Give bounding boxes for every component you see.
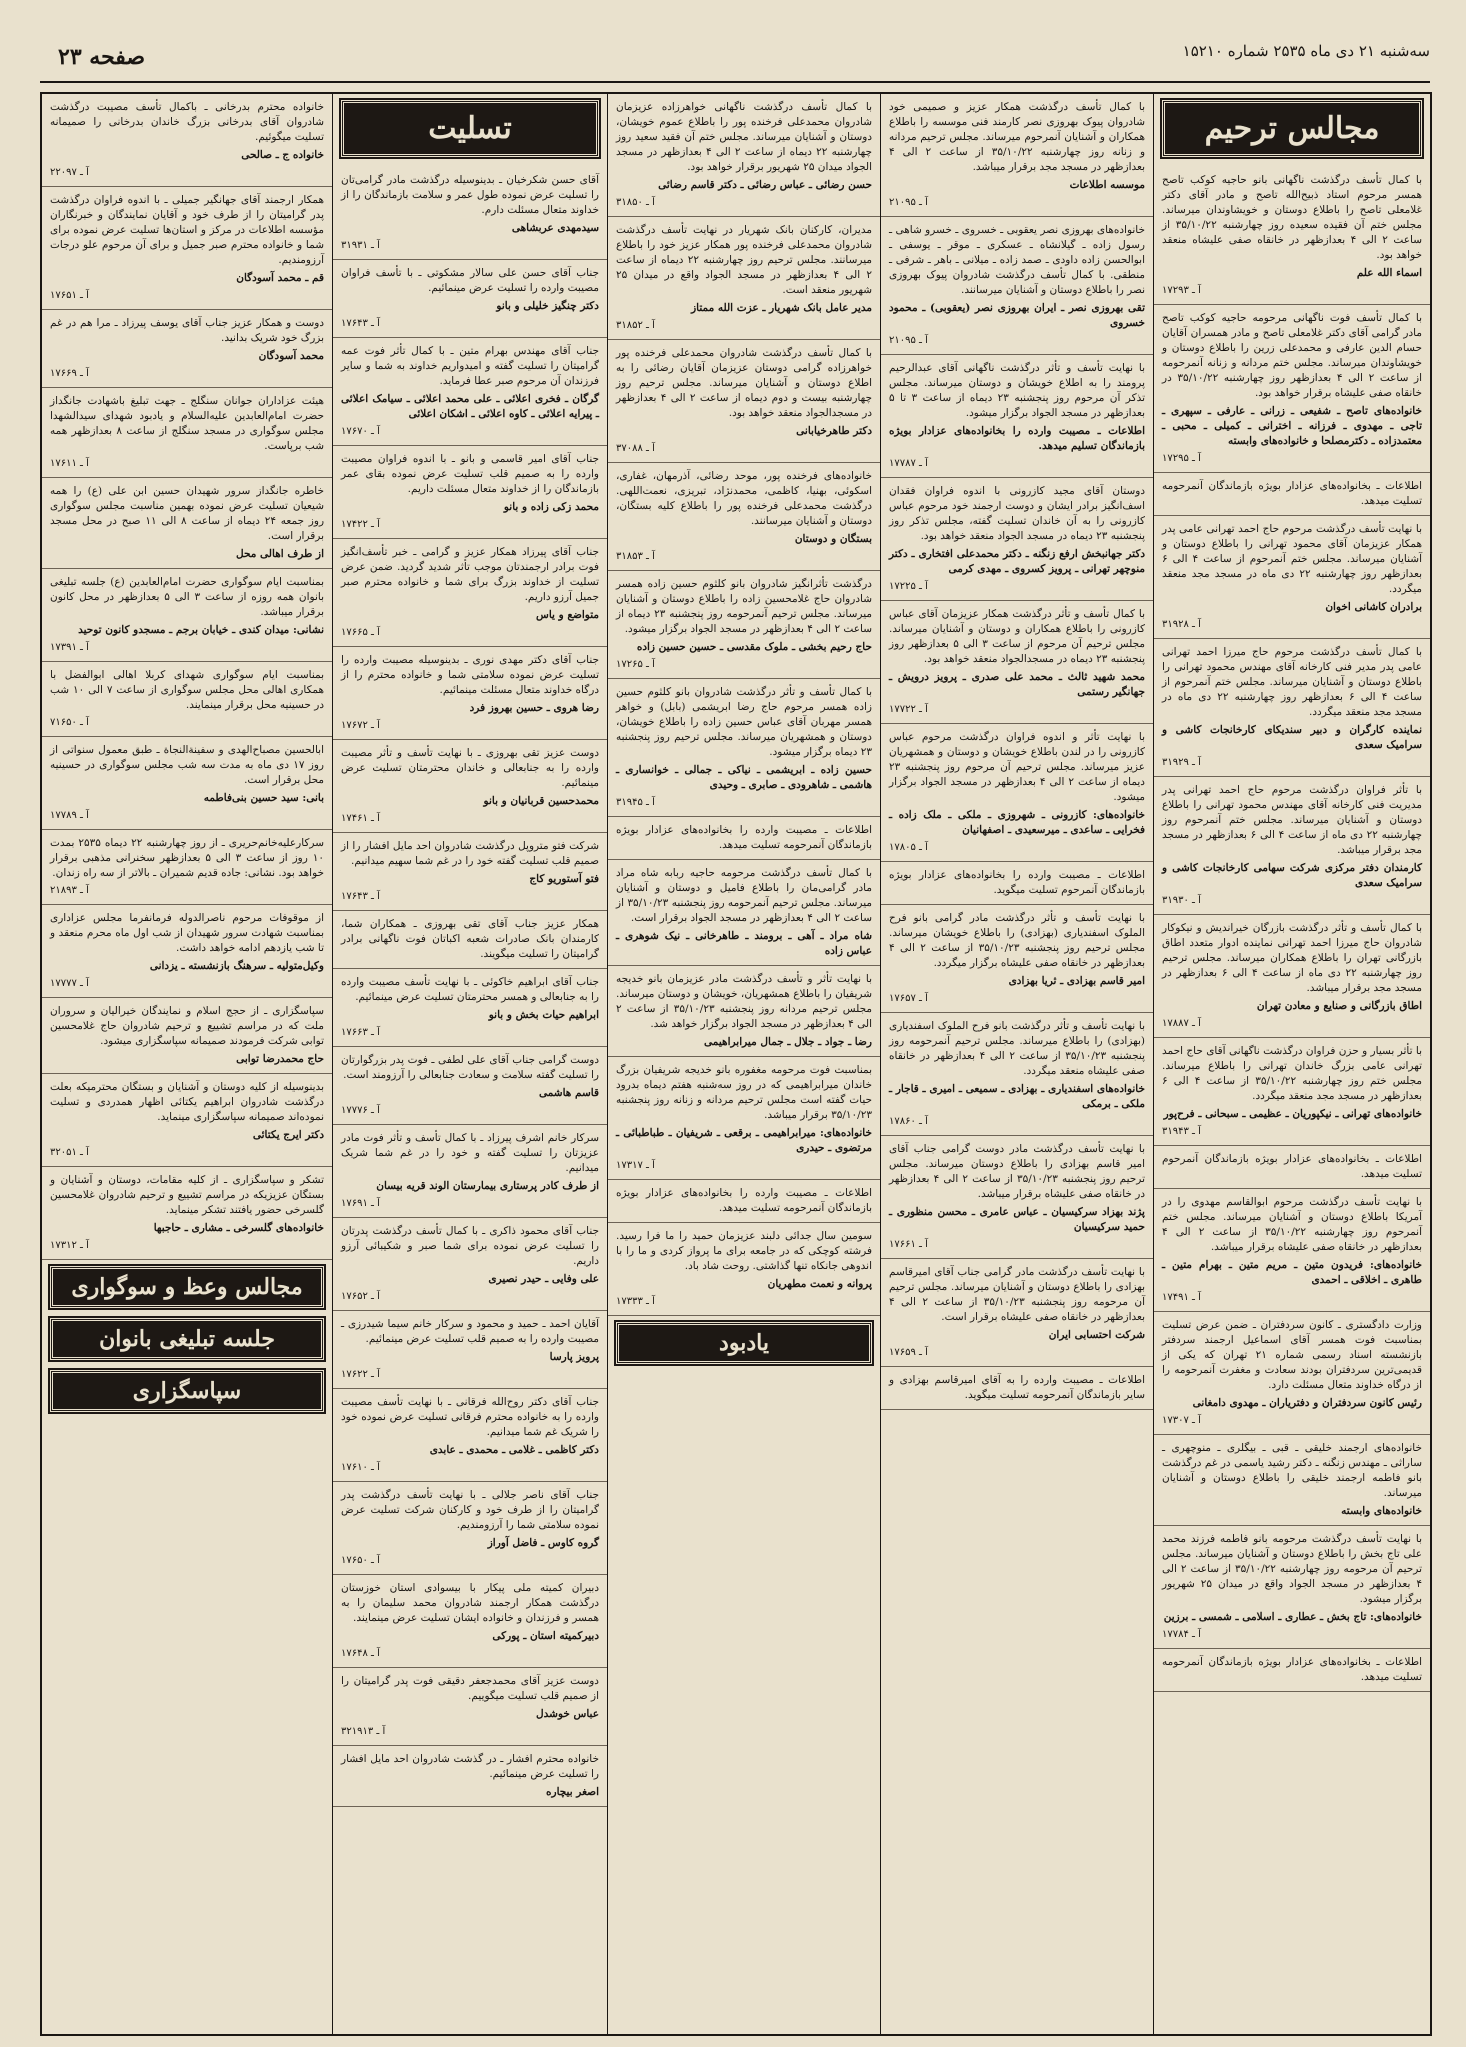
notice-code: آ ـ ۳۲۱۹۱۳ xyxy=(341,1726,386,1737)
notice xyxy=(608,679,880,817)
notice-signature: خانواده‌های: میرابراهیمی ـ برقعی ـ شریفیان ـ طباطبائی ـ مرتضوی ـ حیدری xyxy=(616,1127,872,1154)
notice-code: آ ـ ۳۲۰۵۱ xyxy=(50,1147,89,1158)
notice-body: همکار ارجمند آقای جهانگیر جمیلی ـ با اندوه فراوان درگذشت پدر گرامیتان را از طرف خود و آقایان نمایندگان و خبرنگاران مؤسسه اطلاعات در مرکز و استان‌ها تسلیت عرض نموده برای شما و خانواده محترم صبر جمیل و برای آن مرحوم علو درجات آرزومندیم. xyxy=(50,194,324,266)
notice-body: سرکار خانم اشرف پیرزاد ـ با کمال تأسف و تأثر فوت مادر عزیزتان را تسلیت گفته و خود را در غم شما شریک میدانیم. xyxy=(341,1132,599,1174)
notice xyxy=(1154,1146,1430,1189)
notice xyxy=(333,1311,607,1389)
notice-code: آ ـ ۱۷۴۹۱ xyxy=(1162,1292,1201,1303)
notice xyxy=(333,911,607,969)
notice-code: آ ـ ۱۷۶۵۷ xyxy=(889,993,928,1004)
notice xyxy=(881,1259,1153,1367)
notice xyxy=(881,601,1153,724)
notice-body: با کمال تأسف درگذشت ناگهانی خواهرزاده عزیزمان شادروان محمدعلی فرخنده پور را باطلاع عموم خویشان، دوستان و آشنایان میرساند. مجلس ختم آن فقید سعید روز چهارشنبه ۲۲ دیماه از ساعت ۲ الی ۴ بعدازظهر در مسجد الجواد میدان ۲۵ شهریور برقرار خواهد بود. xyxy=(616,101,872,173)
notice-signature: خانواده ج ـ صالحی xyxy=(241,149,324,161)
notice-body: خانواده‌های ارجمند خلیقی ـ قبی ـ بیگلری ـ منوچهری ـ ساراثی ـ مهندس زنگنه ـ دکتر رشید یاسمی در غم درگذشت بانو فاطمه ارجمند خلیقی را باطلاع دوستان و آشنایان میرساند. xyxy=(1162,1442,1422,1499)
notice-body: بمناسبت ایام سوگواری شهدای کربلا اهالی ابوالفضل با همکاری اهالی محل مجلس سوگواری از ساعت ۷ الی ۱۰ شب در حسینیه محل برقرار مینمایند. xyxy=(50,669,324,711)
notice-code: آ ـ ۱۷۶۵۱ xyxy=(50,290,89,301)
notice-code: آ ـ ۱۷۶۵۹ xyxy=(889,1347,928,1358)
notice xyxy=(1154,1312,1430,1435)
notice-signature: پرویز پارسا xyxy=(549,1351,599,1363)
issue-date: سه‌شنبه ۲۱ دی ماه ۲۵۳۵ شماره ۱۵۲۱۰ xyxy=(1182,42,1430,60)
notice xyxy=(42,388,332,478)
notice xyxy=(333,1746,607,1807)
notice-body: خاطره جانگداز سرور شهیدان حسین ابن علی (ع) را همه شیعیان تسلیت عرض نموده بهمین مناسبت مجلس سوگواری روز جمعه ۲۴ دیماه از ساعت ۸ الی ۱۱ صبح در محل مسجد برقرار است. xyxy=(50,485,325,542)
section-title-yadbood: یادبود xyxy=(616,1322,872,1364)
column-2-notices xyxy=(881,94,1153,1410)
notice xyxy=(608,340,880,463)
notice-signature: حاج رحیم بخشی ـ ملوک مقدسی ـ حسین حسین زاده xyxy=(636,641,872,653)
notice-code: آ ـ ۳۱۹۴۵ xyxy=(616,797,655,808)
notice xyxy=(881,1013,1153,1136)
notice-body: با کمال تأسف درگذشت ناگهانی بانو حاجیه کوکب تاصح همسر مرحوم استاد ذبیح‌الله تاصح و مادر آقای دکتر غلامعلی تاصح را باطلاع دوستان و خویشاوندان میرساند. مجلس ختم آن فقیده سعیده روز چهارشنبه ۳۵/۱۰/۲۲ از ساعت ۲ الی ۴ بعدازظهر در خانقاه صفی علیشاه منعقد خواهد بود. xyxy=(1162,174,1422,261)
notice-body: دوست عزیز تقی بهروزی ـ با نهایت تأسف و تأثر مصیبت وارده را به جنابعالی و خاندان محترمتان تسلیت عرض مینمائیم. xyxy=(341,747,599,789)
notice-body: اطلاعات ـ مصیبت وارده را بخانواده‌های عزادار بویژه بازماندگان آنمرحوم تسلیت میگوید. xyxy=(889,869,1145,896)
notice-signature: عباس خوشدل xyxy=(536,1708,599,1720)
notice-body: جناب آقای امیر قاسمی و بانو ـ با اندوه فراوان مصیبت وارده را به صمیم قلب تسلیت عرض نموده بقای عمر بازماندگان را از خداوند متعال مسئلت داریم. xyxy=(341,453,599,495)
notice-code: آ ـ ۱۷۸۰۵ xyxy=(889,842,928,853)
notice-body: با کمال تأسف درگذشت مرحومه حاجیه ربابه شاه مراد مادر گرامی‌مان را باطلاع فامیل و دوستان و آشنایان میرساند. مجلس ترحیم آنمرحومه روز پنجشنبه ۳۵/۱۰/۲۳ از ساعت ۲ الی ۴ بعدازظهر در مسجد الجواد برقرار است. xyxy=(616,867,872,924)
notice-signature: پروانه و نعمت مطهریان xyxy=(767,1278,872,1290)
notice-signature: نشانی: میدان کندی ـ خیابان برجم ـ مسجدو کانون توحید xyxy=(78,624,324,636)
notice-body: سومین سال جدائی دلبند عزیزمان حمید را ما فرا رسید. فرشته کوچکی که در جامعه برای ما پرواز کردی و ما را با اندوهی جانکاه تنها گذاشتی. روحت شاد باد. xyxy=(616,1230,872,1272)
notice xyxy=(881,905,1153,1013)
notice xyxy=(42,1074,332,1167)
notice-body: جناب آقای دکتر مهدی نوری ـ بدینوسیله مصیبت وارده را تسلیت عرض نموده سلامتی شما و خانواده محترم را از درگاه خداوند متعال مسئلت مینمائیم. xyxy=(341,654,599,696)
notice-code: آ ـ ۱۷۳۰۷ xyxy=(1162,1415,1201,1426)
notice-code: آ ـ ۱۷۸۶۰ xyxy=(889,1116,928,1127)
notice-signature: حسن رضائی ـ عباس رضائی ـ دکتر قاسم رضائی xyxy=(658,179,872,191)
page-header xyxy=(40,38,1430,78)
notice-body: خانواده محترم افشار ـ در گذشت شادروان احد مایل افشار را تسلیت عرض مینمائیم. xyxy=(341,1753,599,1780)
notice xyxy=(608,966,880,1057)
notice-code: آ ـ ۱۷۲۹۳ xyxy=(1162,285,1201,296)
notice xyxy=(608,1223,880,1316)
notice-signature: اطلاعات ـ مصیبت وارده را بخانواده‌های عزادار بویژه بازماندگان تسلیم میدهد. xyxy=(889,425,1145,452)
notice xyxy=(1154,473,1430,516)
notice-code: آ ـ ۱۷۲۲۵ xyxy=(889,581,928,592)
notice-signature: از طرف اهالی محل xyxy=(236,548,324,560)
notice-body: اطلاعات ـ مصیبت وارده را بخانواده‌های عزادار بویژه بازماندگان آنمرحومه تسلیت میدهد. xyxy=(616,824,872,851)
notice-body: درگذشت تأثرانگیز شادروان بانو کلثوم حسین زاده همسر شادروان حاج غلامحسین زاده را باطلاع دوستان و آشنایان میرساند. مجلس ترحیم آنمرحومه روز پنجشنبه ۲۳ دیماه از ساعت ۲ الی ۴ بعدازظهر در مسجد الجواد برگزار میشود. xyxy=(616,578,872,635)
column-5-notices xyxy=(42,94,332,1260)
notice-signature: رضا ـ جواد ـ جلال ـ جمال میرابراهیمی xyxy=(704,1036,872,1048)
notice xyxy=(608,463,880,571)
notice xyxy=(333,1575,607,1668)
notice-signature: برادران کاشانی اخوان xyxy=(1325,601,1422,613)
notice xyxy=(881,478,1153,601)
notice-body: مدیران، کارکنان بانک شهریار در نهایت تأسف درگذشت شادروان محمدعلی فرخنده پور همکار عزیز خود را باطلاع میرسانند. مجلس ترحیم روز چهارشنبه ۲۲ دیماه از ساعت ۲ الی ۴ بعدازظهر در مسجد الجواد واقع در میدان ۲۵ شهریور منعقد است. xyxy=(616,224,872,296)
notice xyxy=(1154,1189,1430,1312)
notice-body: دوست گرامی جناب آقای علی لطفی ـ فوت پدر بزرگوارتان را تسلیت گفته سلامت و سعادت جنابعالی را آرزومند است. xyxy=(341,1054,599,1081)
notice-body: خانواده‌های فرخنده پور، موحد رضائی، آذرمهان، غفاری، اسکوئی، بهنیا، کاظمی، محمدنژاد، تبریزی، نعمت‌اللهی. درگذشت محمدعلی فرخنده پور را باطلاع کلیه بستگان، دوستان و آشنایان میرسانند. xyxy=(616,470,872,527)
notice-body: اطلاعات ـ مصیبت وارده را بخانواده‌های عزادار بویژه بازماندگان آنمرحومه تسلیت میدهد. xyxy=(616,1187,872,1214)
notice-code: آ ـ ۱۷۷۸۹ xyxy=(50,810,89,821)
notice-signature: رضا هروی ـ حسین بهروز فرد xyxy=(469,702,599,714)
notice-code: آ ـ ۲۲۰۹۷ xyxy=(50,167,89,178)
notice-code: آ ـ ۱۷۶۱۱ xyxy=(50,458,89,469)
notice-signature: دکتر جهانبخش ارفع زنگنه ـ دکتر محمدعلی افتخاری ـ دکتر منوچهر تهرانی ـ پرویز کسروی ـ مهدی کرمی xyxy=(889,548,1145,575)
notice-body: سپاسگزاری ـ از حجج اسلام و نمایندگان خیرالیان و سروران ملت که در مراسم تشییع و ترحیم شادروان حاج غلامحسین توابی شرکت فرمودند صمیمانه سپاسگزاری میشود. xyxy=(50,1005,324,1047)
notice xyxy=(881,724,1153,862)
notice xyxy=(333,1125,607,1218)
notice-code: آ ـ ۲۱۰۹۵ xyxy=(889,197,928,208)
notice-body: جناب آقای دکتر روح‌الله فرقانی ـ با نهایت تأسف مصیبت وارده را به خانواده محترم فرقانی تسلیت عرض نموده خود را شریک غم شما میدانیم. xyxy=(341,1396,599,1438)
notice-code: آ ـ ۱۷۶۵۰ xyxy=(341,1555,380,1566)
notice-code: آ ـ ۱۷۳۱۷ xyxy=(616,1160,655,1171)
notice-signature: محمد زکی زاده و بانو xyxy=(503,501,599,513)
notice-signature: فتو آستوریو کاج xyxy=(529,873,599,885)
notice-signature: محمد آسودگان xyxy=(258,350,324,362)
notice xyxy=(1154,305,1430,473)
section-title-tasliat: تسلیت xyxy=(341,100,599,157)
notice-body: با کمال تأسف و تأثر درگذشت شادروان بانو کلثوم حسین زاده همسر مرحوم حاج رضا ابریشمی (بابل) و خواهر همسر مهربان آقای عباس حسین زاده را باطلاع خویشان، دوستان و همشهریان میرساند. مجلس ترحیم روز پنجشنبه ۲۳ دیماه برگزار میشود. xyxy=(616,686,872,758)
notice xyxy=(608,217,880,340)
notice-signature: قم ـ محمد آسودگان xyxy=(236,272,324,284)
notice-signature: ابراهیم حیات بخش و بانو xyxy=(488,1009,599,1021)
notice-signature: قاسم هاشمی xyxy=(538,1087,599,1099)
notice xyxy=(881,862,1153,905)
notice-signature: خانواده‌های: تاج بخش ـ عطاری ـ اسلامی ـ شمسی ـ برزین xyxy=(1163,1611,1422,1623)
notice-body: جناب آقای ابراهیم خاکوئی ـ با نهایت تأسف مصیبت وارده را به جنابعالی و همسر محترمتان تسلیت عرض مینمائیم. xyxy=(341,976,599,1003)
notice-signature: شاه مراد ـ آهی ـ برومند ـ طاهرخانی ـ نیک شوهری ـ عباس زاده xyxy=(616,930,872,957)
section-title-banovan: جلسه تبلیغی بانوان xyxy=(50,1318,324,1360)
notice-body: جناب آقای ناصر جلالی ـ با نهایت تأسف درگذشت پدر گرامیتان را از طرف خود و کارکنان شرکت تسلیت عرض نموده سلامتی شما را آرزومندیم. xyxy=(341,1489,599,1531)
notice-code: آ ـ ۱۷۷۸۷ xyxy=(889,458,928,469)
page-number: صفحه ۲۳ xyxy=(58,44,146,70)
notice-code: آ ـ ۱۷۷۷۷ xyxy=(50,978,89,989)
section-title-vaz: مجالس وعظ و سوگواری xyxy=(50,1266,324,1308)
notice-signature: اسماء الله علم xyxy=(1356,267,1422,279)
notice-signature: رئیس کانون سردفتران و دفتریاران ـ مهدوی دامغانی xyxy=(1192,1397,1422,1409)
notice xyxy=(1154,639,1430,777)
notice-signature: وکیل‌متولیه ـ سرهنگ بازنشسته ـ یزدانی xyxy=(149,960,324,972)
notice xyxy=(608,571,880,679)
page-frame xyxy=(40,92,1432,2036)
notice xyxy=(608,860,880,966)
section-title-majales: مجالس ترحیم xyxy=(1162,100,1422,157)
notice-body: اطلاعات ـ مصیبت وارده را به آقای امیرقاسم بهزادی و سایر بازماندگان آنمرحومه تسلیت میگوید. xyxy=(889,1374,1145,1401)
notice xyxy=(42,737,332,830)
notice-code: آ ـ ۲۱۸۹۳ xyxy=(50,885,89,896)
notice xyxy=(1154,1526,1430,1649)
notice-body: با نهایت تأسف و تأثر درگذشت مادر گرامی بانو فرح الملوک اسفندیاری (بهزادی) را باطلاع خویشان میرساند. مجلس ترحیم روز پنجشنبه ۳۵/۱۰/۲۳ از ساعت ۲ الی ۴ بعدازظهر در خانقاه صفی علیشاه برگزار میگردد. xyxy=(889,912,1145,969)
notice-code: آ ـ ۱۷۲۶۵ xyxy=(616,659,655,670)
notice-signature: دکتر ایرج یکتائی xyxy=(252,1129,324,1141)
notice-body: بدینوسیله از کلیه دوستان و آشنایان و بستگان محترمیکه بعلت درگذشت شادروان ابراهیم یکتائی اظهار همدردی و تسلیت نموده‌اند صمیمانه سپاسگزاری مینماید. xyxy=(50,1081,324,1123)
notice-code: آ ـ ۳۱۸۵۲ xyxy=(616,320,655,331)
notice-code: آ ـ ۳۱۹۳۰ xyxy=(1162,895,1201,906)
notice-body: وزارت دادگستری ـ کانون سردفتران ـ ضمن عرض تسلیت بمناسبت فوت همسر آقای اسماعیل ارجمند سردفتر بازنشسته اسناد رسمی شماره ۲۱ تهران که یکی از قدیمی‌ترین سردفتران بودند سعادت و مغفرت آنمرحومه را از درگاه خداوند متعال مسئلت دارد. xyxy=(1162,1319,1422,1391)
notice xyxy=(333,1389,607,1482)
notice-signature: اصغر بیچاره xyxy=(546,1786,599,1798)
notice xyxy=(42,830,332,905)
column-4-notices xyxy=(333,167,607,1807)
notice xyxy=(1154,915,1430,1038)
notice xyxy=(333,969,607,1047)
notice-body: خانواده محترم بدرخانی ـ باکمال تأسف مصیبت درگذشت شادروان آقای بدرخانی بزرگ خاندان بدرخانی را صمیمانه تسلیت میگوئیم. xyxy=(50,101,324,143)
notice-body: سرکارعلیه‌خانم‌حریری ـ از روز چهارشنبه ۲۲ دیماه ۲۵۳۵ بمدت ۱۰ روز از ساعت ۳ الی ۵ بعدازظهر سخنرانی مذهبی برقرار خواهد بود. نشانی: جاده قدیم شمیران ـ بالاتر از سه راه زندان. xyxy=(50,837,325,879)
notice-signature: دکتر کاظمی ـ غلامی ـ محمدی ـ عابدی xyxy=(429,1444,599,1456)
notice-code: آ ـ ۳۷۰۸۸ xyxy=(616,443,655,454)
notice-code: آ ـ ۳۱۹۲۸ xyxy=(1162,619,1201,630)
notice-code: آ ـ ۱۷۶۵۲ xyxy=(341,1291,380,1302)
notice-signature: از طرف کادر پرستاری بیمارستان الوند قریه بیسان xyxy=(376,1180,599,1192)
notice-signature: سیدمهدی عربشاهی xyxy=(511,222,599,234)
notice xyxy=(1154,1038,1430,1146)
notice-signature: امیر قاسم بهزادی ـ ثریا بهزادی xyxy=(1008,975,1145,987)
notice xyxy=(333,833,607,911)
notice-body: شرکت فتو متروپل درگذشت شادروان احد مایل افشار را از صمیم قلب تسلیت گفته خود را در غم شما سهیم میدانیم. xyxy=(341,840,599,867)
notice xyxy=(42,187,332,310)
notice-body: با تأثر بسیار و حزن فراوان درگذشت ناگهانی آقای حاج احمد تهرانی عامی بزرگ خاندان تهرانی را باطلاع میرساند. مجلس ختم روز چهارشنبه ۳۵/۱۰/۲۲ از ساعت ۴ الی ۶ بعدازظهر در مسجد مجد منعقد میگردد. xyxy=(1162,1045,1422,1102)
notice-signature: متواضع و یاس xyxy=(536,609,599,621)
notice-code: آ ـ ۳۱۹۴۳ xyxy=(1162,1126,1201,1137)
notice-body: با کمال تأسف درگذشت شادروان محمدعلی فرخنده پور خواهرزاده گرامی دوستان عزیزمان آقایان رضائی را به اطلاع دوستان و آشنایان میرساند. مجلس ترحیم روز چهارشنبه بیست و دوم دیماه از ساعت ۲ الی ۴ بعدازظهر در مسجدالجواد منعقد خواهد بود. xyxy=(616,347,872,419)
notice-body: با کمال تأسف درگذشت همکار عزیز و صمیمی خود شادروان پیوک بهروزی نصر کارمند فنی موسسه را باطلاع همکاران و آشنایان آنمرحوم میرساند. مجلس ترحیم مردانه و زنانه روز چهارشنبه ۳۵/۱۰/۲۲ از ساعت ۲ الی ۴ بعدازظهر در مسجد مجد برقرار میباشد. xyxy=(889,101,1146,173)
notice-body: با نهایت تأسف درگذشت مادر گرامی جناب آقای امیرقاسم بهزادی را باطلاع دوستان و آشنایان میرساند. مجلس ترحیم آن مرحومه روز پنجشنبه ۳۵/۱۰/۲۳ از ساعت ۲ الی ۴ بعدازظهر در خانقاه صفی علیشاه برقرار است. xyxy=(889,1266,1146,1323)
notice-code: آ ـ ۷۱۶۵۰ xyxy=(50,717,89,728)
notice-body: اطلاعات ـ بخانواده‌های عزادار بویژه بازماندگان آنمرحومه تسلیت میدهد. xyxy=(1162,1656,1422,1683)
notice-signature: شرکت احتسابی ایران xyxy=(1048,1329,1145,1341)
notice-signature: خانواده‌های گلسرخی ـ مشاری ـ حاجبها xyxy=(153,1222,324,1234)
notice-code: آ ـ ۱۷۶۶۹ xyxy=(50,368,89,379)
notice xyxy=(333,260,607,338)
notice-body: با نهایت تأسف درگذشت مرحوم حاج احمد تهرانی عامی پدر همکار عزیزمان آقای محمود تهرانی را باطلاع دوستان و آشنایان میرساند. مجلس ختم آنمرحوم از ساعت ۴ الی ۶ بعدازظهر روز چهارشنبه ۲۲ دی ماه در مسجد مجد منعقد میگردد. xyxy=(1162,523,1422,595)
notice-body: همکار عزیز جناب آقای تقی بهروزی ـ همکاران شما، کارمندان بانک صادرات شعبه اکباتان فوت ناگهانی برادر گرامیتان را تسلیت میگویند. xyxy=(341,918,599,960)
notice-body: با نهایت تأسف درگذشت مرحوم ابوالقاسم مهدوی را در آمریکا باطلاع دوستان و آشنایان میرساند. مجلس ختم آنمرحوم روز چهارشنبه ۳۵/۱۰/۲۲ از ساعت ۲ الی ۴ بعدازظهر در خانقاه صفی علیشاه برقرار میباشد. xyxy=(1162,1196,1423,1253)
notice-body: جناب آقای حسن علی سالار مشکوتی ـ با تأسف فراوان مصیبت وارده را تسلیت عرض مینمائیم. xyxy=(341,267,599,294)
notice xyxy=(42,478,332,569)
notice-body: آقای حسن شکرخیان ـ بدینوسیله درگذشت مادر گرامی‌تان را تسلیت عرض نموده طول عمر و سلامت بازماندگان را از خداوند متعال مسئلت دارم. xyxy=(341,174,599,216)
column-1-notices xyxy=(1154,167,1430,1692)
notice-code: آ ـ ۱۷۴۲۲ xyxy=(341,519,380,530)
notice xyxy=(333,539,607,647)
notice-body: بمناسبت ایام سوگواری حضرت امام‌العابدین (ع) جلسه تبلیغی بانوان همه روزه از ساعت ۳ الی ۵ بعدازظهر در محل کانون برقرار میباشد. xyxy=(50,576,325,618)
notice-code: آ ـ ۱۷۶۴۳ xyxy=(341,891,380,902)
notice xyxy=(1154,1649,1430,1692)
notice-body: با کمال تأسف فوت ناگهانی مرحومه حاجیه کوکب تاصح مادر گرامی آقای دکتر غلامعلی تاصح و مادر همسران آقایان حسام الدین عارفی و محمدعلی زرین را باطلاع دوستان و خویشاوندان میرساند. مجلس ختم مردانه و زنانه آنمرحومه از ساعت ۲ الی ۴ بعدازظهر روز چهارشنبه ۳۵/۱۰/۲۲ در خانقاه صفی علیشاه برقرار خواهد بود. xyxy=(1162,312,1422,399)
notice-signature: دبیرکمیته استان ـ پورکی xyxy=(492,1630,599,1642)
column-3-notices xyxy=(608,94,880,1316)
column-4 xyxy=(332,94,607,2034)
notice-code: آ ـ ۱۷۳۱۲ xyxy=(50,1240,89,1251)
notice-body: هیئت عزاداران جوانان سنگلج ـ جهت تبلیغ باشهادت جانگداز حضرت امام‌العابدین علیه‌السلام و یادبود شهدای سیدالشهدا مجلس سوگواری در مسجد سنگلج از ساعت ۸ بعدازظهر همه شب برپاست. xyxy=(50,395,325,452)
notice xyxy=(333,446,607,539)
section-title-sepasgozari: سپاسگزاری xyxy=(50,1370,324,1412)
notice-code: آ ـ ۱۷۶۱۰ xyxy=(341,1462,380,1473)
notice-body: با کمال تأسف و تأثر درگذشت بازرگان خیراندیش و نیکوکار شادروان حاج میرزا احمد تهرانی نماینده ادوار متعدد اطاق بازرگانی تهران را باطلاع همکاران میرساند. مجلس ترحیم روز چهارشنبه ۲۲ دی ماه از ساعت ۴ الی ۶ بعدازظهر در مسجد مجد برقرار میباشد. xyxy=(1162,922,1422,994)
notice-body: تشکر و سپاسگزاری ـ از کلیه مقامات، دوستان و آشنایان و بستگان عزیزیکه در مراسم تشییع و ترحیم شادروان غلامحسین گلسرخی حضور یافتند تشکر مینماید. xyxy=(50,1174,324,1216)
notice-code: آ ـ ۱۷۲۹۵ xyxy=(1162,453,1201,464)
notice xyxy=(1154,167,1430,305)
notice xyxy=(881,94,1153,217)
notice xyxy=(608,1057,880,1180)
notice xyxy=(333,1218,607,1311)
notice xyxy=(333,1047,607,1125)
notice xyxy=(42,310,332,388)
notice-body: آقایان احمد ـ حمید و محمود و سرکار خانم سیما شیدرزی ـ مصیبت وارده را به صمیم قلب تسلیت عرض مینمائیم. xyxy=(341,1318,599,1345)
notice-code: آ ـ ۱۷۶۶۵ xyxy=(341,627,380,638)
notice xyxy=(333,647,607,740)
notice-body: با نهایت تأثر و تأسف درگذشت مادر عزیزمان بانو خدیجه شریفیان را باطلاع همشهریان، خویشان و دوستان میرساند. مجلس ترحیم مردانه روز پنجشنبه ۳۵/۱۰/۲۳ از ساعت ۲ الی ۴ بعدازظهر در مسجد الجواد برگزار خواهد شد. xyxy=(616,973,873,1030)
notice-signature: محمد شهید ثالث ـ محمد علی صدری ـ پرویز درویش ـ جهانگیر رستمی xyxy=(889,671,1145,698)
notice-body: با کمال تأسف و تأثر درگذشت همکار عزیزمان آقای عباس کازرونی را باطلاع همکاران و دوستان و آشنایان میرساند. مجلس ترحیم آن مرحوم از ساعت ۳ الی ۵ بعدازظهر روز پنجشنبه ۲۳ دیماه در مسجدالجواد منعقد خواهد بود. xyxy=(889,608,1145,665)
notice-body: با تأثر فراوان درگذشت مرحوم حاج احمد تهرانی پدر مدیریت فنی کارخانه آقای مهندس محمود تهرانی را باطلاع دوستان و آشنایان میرساند. مجلس ختم آنمرحوم روز چهارشنبه ۲۲ دی ماه از ساعت ۴ الی ۶ بعدازظهر در مسجد مجد برقرار میباشد. xyxy=(1162,784,1423,856)
notice-signature: خانواده‌های تاصح ـ شفیعی ـ زرانی ـ عارفی ـ سپهری ـ تاجی ـ مهدوی ـ فرزانه ـ اخترانی ـ کمیلی ـ محبی ـ معتمدزاده ـ دکترمصلحا و خانواده‌های وابسته xyxy=(1162,405,1422,447)
notice-code: آ ـ ۳۱۹۳۱ xyxy=(341,240,380,251)
notice-code: آ ـ ۱۷۳۳۳ xyxy=(616,1296,655,1307)
notice xyxy=(42,662,332,737)
notice xyxy=(333,1668,607,1746)
notice xyxy=(1154,777,1430,915)
notice xyxy=(608,817,880,860)
notice xyxy=(333,1482,607,1575)
notice-code: آ ـ ۱۷۷۷۶ xyxy=(341,1105,380,1116)
notice-signature: حسین زاده ـ ابریشمی ـ نیاکی ـ جمالی ـ خوانساری ـ هاشمی ـ شاهرودی ـ صابری ـ وحیدی xyxy=(616,764,872,791)
notice-body: دوستان آقای مجید کازرونی با اندوه فراوان فقدان اسف‌انگیز برادر ایشان و دوست ارجمند خود مرحوم عباس کازرونی را به آن خاندان تسلیت گفته، مجلس تذکر روز پنجشنبه ۲۳ دیماه در مسجد الجواد منعقد خواهد بود. xyxy=(889,485,1145,542)
notice-signature: خانواده‌های اسفندیاری ـ بهزادی ـ سمیعی ـ امیری ـ قاجار ـ ملکی ـ برمکی xyxy=(889,1083,1145,1110)
notice-signature: نماینده کارگران و دبیر سندیکای کارخانجات کاشی و سرامیک سعدی xyxy=(1162,724,1422,751)
notice-signature: خانواده‌های وابسته xyxy=(1341,1505,1422,1517)
notice-signature: خانواده‌های: کازرونی ـ شهروزی ـ ملکی ـ ملک زاده ـ فخرایی ـ ساعدی ـ میرسعیدی ـ اصفهانیان xyxy=(889,809,1145,836)
notice-code: آ ـ ۱۷۶۶۳ xyxy=(341,1027,380,1038)
notice xyxy=(42,94,332,187)
column-3 xyxy=(607,94,880,2034)
notice-signature: حاج محمدرضا توابی xyxy=(236,1053,324,1065)
notice-signature: موسسه اطلاعات xyxy=(1069,179,1145,191)
column-5 xyxy=(42,94,332,2034)
notice-body: با کمال تأسف درگذشت مرحوم حاج میرزا احمد تهرانی عامی پدر مدیر فنی کارخانه آقای مهندس محمود تهرانی را باطلاع دوستان و آشنایان میرساند. مجلس ختم آنمرحوم از ساعت ۴ الی ۶ بعدازظهر روز چهارشنبه ۲۲ دی ماه در مسجد مجد منعقد میگردد. xyxy=(1162,646,1422,718)
notice-code: آ ـ ۱۷۶۶۱ xyxy=(889,1239,928,1250)
notice-signature: اطاق بازرگانی و صنایع و معادن تهران xyxy=(1256,1000,1422,1012)
notice-code: آ ـ ۱۷۶۴۳ xyxy=(341,318,380,329)
notice xyxy=(42,998,332,1074)
notice-code: آ ـ ۳۱۸۵۰ xyxy=(616,197,655,208)
notice-code: آ ـ ۱۷۶۷۰ xyxy=(341,426,380,437)
notice-body: با نهایت تأسف درگذشت مادر دوست گرامی جناب آقای امیر قاسم بهزادی را باطلاع دوستان میرساند. مجلس ترحیم روز پنجشنبه ۳۵/۱۰/۲۳ از ساعت ۲ الی ۴ بعدازظهر در خانقاه صفی علیشاه برقرار میباشد. xyxy=(889,1143,1146,1200)
notice-body: دوست عزیز آقای محمدجعفر دقیقی فوت پدر گرامیتان را از صمیم قلب تسلیت میگوییم. xyxy=(341,1675,599,1702)
notice-signature: دکتر چنگیز خلیلی و بانو xyxy=(496,300,599,312)
notice xyxy=(333,167,607,260)
notice-body: اطلاعات ـ بخانواده‌های عزادار بویژه بازماندگان آنمرحومه تسلیت میدهد. xyxy=(1162,480,1422,507)
notice xyxy=(881,1367,1153,1410)
notice xyxy=(881,1136,1153,1259)
notice-signature: خانواده‌های تهرانی ـ نیکپوریان ـ عظیمی ـ سبحانی ـ فرح‌پور xyxy=(1163,1108,1422,1120)
notice-code: آ ـ ۱۷۶۷۲ xyxy=(341,720,380,731)
column-1 xyxy=(1153,94,1430,2034)
notice-signature: دکتر طاهرخیابانی xyxy=(796,425,872,437)
notice xyxy=(333,338,607,446)
notice-code: آ ـ ۱۷۷۸۴ xyxy=(1162,1629,1201,1640)
notice-code: آ ـ ۱۷۴۶۱ xyxy=(341,813,380,824)
notice xyxy=(881,217,1153,355)
notice-code: آ ـ ۱۷۸۸۷ xyxy=(1162,1018,1201,1029)
notice xyxy=(1154,516,1430,639)
notice-body: بمناسبت فوت مرحومه مغفوره بانو خدیجه شریفیان بزرگ خاندان میرابراهیمی که در روز سه‌شنبه هفتم دیماه بدرود حیات گفته است مجلس ترحیم مردانه و زنانه روز پنجشنبه ۳۵/۱۰/۲۳ برقرار میباشد. xyxy=(616,1064,872,1121)
notice-signature: علی وفایی ـ حیدر نصیری xyxy=(488,1273,599,1285)
notice-code: آ ـ ۳۱۸۵۳ xyxy=(616,551,655,562)
notice-body: جناب آقای محمود ذاکری ـ با کمال تأسف درگذشت پدرتان را تسلیت عرض نموده برای شما صبر و شکیبائی آرزو داریم. xyxy=(341,1225,599,1267)
notice-body: دبیران کمیته ملی پیکار با بیسوادی استان خوزستان درگذشت همکار ارجمند شادروان محمد سلیمان را به همسر و فرزندان و خانواده ایشان تسلیت عرض مینمایند. xyxy=(341,1582,599,1624)
notice-code: آ ـ ۳۱۹۲۹ xyxy=(1162,757,1201,768)
notice-body: با نهایت تأثر و اندوه فراوان درگذشت مرحوم عباس کازرونی را در لندن باطلاع خویشان و دوستان و همشهریان عزیز میرساند. مجلس ترحیم آن مرحوم روز پنجشنبه ۲۳ دیماه از ساعت ۲ الی ۴ بعدازظهر در مسجد الجواد برگزار میشود. xyxy=(889,731,1145,803)
notice xyxy=(608,94,880,217)
notice xyxy=(333,740,607,833)
notice-code: آ ـ ۱۷۷۲۲ xyxy=(889,704,928,715)
notice-signature: گرگان ـ فخری اعلائی ـ علی محمد اعلائی ـ سیامک اعلائی ـ پیرایه اعلائی ـ کاوه اعلائی ـ اشکان اعلائی xyxy=(341,393,599,420)
notice-code: آ ـ ۱۷۳۹۱ xyxy=(50,642,89,653)
notice-body: دوست و همکار عزیز جناب آقای یوسف پیرزاد ـ مرا هم در غم بزرگ خود شریک بدانید. xyxy=(50,317,324,344)
notice-body: با نهایت تأسف و تأثر درگذشت ناگهانی آقای عبدالرحیم پرومند را به اطلاع خویشان و دوستان میرساند. مجلس تذکر آن مرحوم روز پنجشنبه ۲۳ دیماه از ساعت ۳ تا ۵ بعدازظهر در مسجد الجواد برگزار میشود. xyxy=(889,362,1145,419)
notice-code: آ ـ ۱۷۶۴۸ xyxy=(341,1648,380,1659)
notice xyxy=(608,1180,880,1223)
header-rule xyxy=(40,81,1430,83)
notice-body: جناب آقای مهندس بهرام متین ـ با کمال تأثر فوت عمه گرامیتان را تسلیت گفته و امیدواریم خداوند به شما و سایر فرزندان آن مرحوم صبر عطا فرماید. xyxy=(341,345,599,387)
notice-body: اطلاعات ـ بخانواده‌های عزادار بویژه بازماندگان آنمرحوم تسلیت میدهد. xyxy=(1162,1153,1422,1180)
notice-signature: پژند بهزاد سرکیسیان ـ عباس عامری ـ محسن منظوری ـ حمید سرکیسیان xyxy=(889,1206,1145,1233)
notice-signature: بستگان و دوستان xyxy=(794,533,872,545)
notice-signature: محمدحسین قربانیان و بانو xyxy=(483,795,599,807)
notice-signature: گروه کاوس ـ فاضل آوراز xyxy=(487,1537,599,1549)
notice-code: آ ـ ۲۱۰۹۵ xyxy=(889,335,928,346)
notice-body: ابالحسین مصباح‌الهدی و سفینة‌النجاة ـ طبق معمول سنواتی از روز ۱۷ دی ماه به مدت سه شب مجلس سوگواری در حسینیه محل برقرار است. xyxy=(50,744,324,786)
notice-signature: خانواده‌های: فریدون متین ـ مریم متین ـ بهرام متین ـ طاهری ـ اخلاقی ـ احمدی xyxy=(1162,1259,1422,1286)
notice-signature: بانی: سید حسین بنی‌فاطمه xyxy=(203,792,324,804)
notice xyxy=(42,905,332,998)
notice-code: آ ـ ۱۷۶۹۱ xyxy=(341,1198,380,1209)
notice xyxy=(42,569,332,662)
notice-body: با نهایت تأسف و تأثر درگذشت بانو فرح الملوک اسفندیاری (بهزادی) را باطلاع میرساند. مجلس ترحیم آنمرحومه روز پنجشنبه ۳۵/۱۰/۲۳ از ساعت ۲ الی ۴ بعدازظهر در خانقاه صفی علیشاه منعقد میگردد. xyxy=(889,1020,1145,1077)
notice xyxy=(881,355,1153,478)
notice-signature: کارمندان دفتر مرکزی شرکت سهامی کارخانجات کاشی و سرامیک سعدی xyxy=(1162,862,1422,889)
notice-body: خانواده‌های بهروزی نصر یعقوبی ـ خسروی ـ خسرو شاهی ـ رسول زاده ـ گیلانشاه ـ عسکری ـ موقر ـ یوسفی ـ ابوالحسن زاده داودی ـ صمد زاده ـ میلانی ـ باهر ـ شرفی ـ منطقی. با کمال تأسف درگذشت شادروان پیوک بهروزی نصر را باطلاع دوستان و آشنایان میرسانند. xyxy=(889,224,1145,296)
column-2 xyxy=(880,94,1153,2034)
notice-signature: مدیر عامل بانک شهریار ـ عزت الله ممتاز xyxy=(691,302,872,314)
notice-signature: تقی بهروزی نصر ـ ایران بهروزی نصر (یعقوبی) ـ محمود خسروی xyxy=(889,302,1145,329)
notice-body: با نهایت تأسف درگذشت مرحومه بانو فاطمه فرزند محمد علی تاج بخش را باطلاع دوستان و آشنایان میرساند. مجلس ترحیم آن مرحومه روز چهارشنبه ۳۵/۱۰/۲۲ از ساعت ۲ الی ۴ بعدازظهر در مسجد الجواد واقع در میدان ۲۵ شهریور برگزار میشود. xyxy=(1162,1533,1422,1605)
notice-body: از موقوفات مرحوم ناصرالدوله فرمانفرما مجلس عزاداری بمناسبت شهادت سرور شهیدان از شب اول ماه محرم منعقد و تا شب یازدهم ادامه خواهد داشت. xyxy=(50,912,324,954)
notice-code: آ ـ ۱۷۶۲۲ xyxy=(341,1369,380,1380)
notice xyxy=(1154,1435,1430,1526)
notice xyxy=(42,1167,332,1260)
notice-body: جناب آقای پیرزاد همکار عزیز و گرامی ـ خبر تأسف‌انگیز فوت برادر ارجمندتان موجب تأثر شدید گردید. ضمن عرض تسلیت از خداوند بزرگ برای شما و خانواده محترم صبر جمیل آرزو داریم. xyxy=(341,546,599,603)
